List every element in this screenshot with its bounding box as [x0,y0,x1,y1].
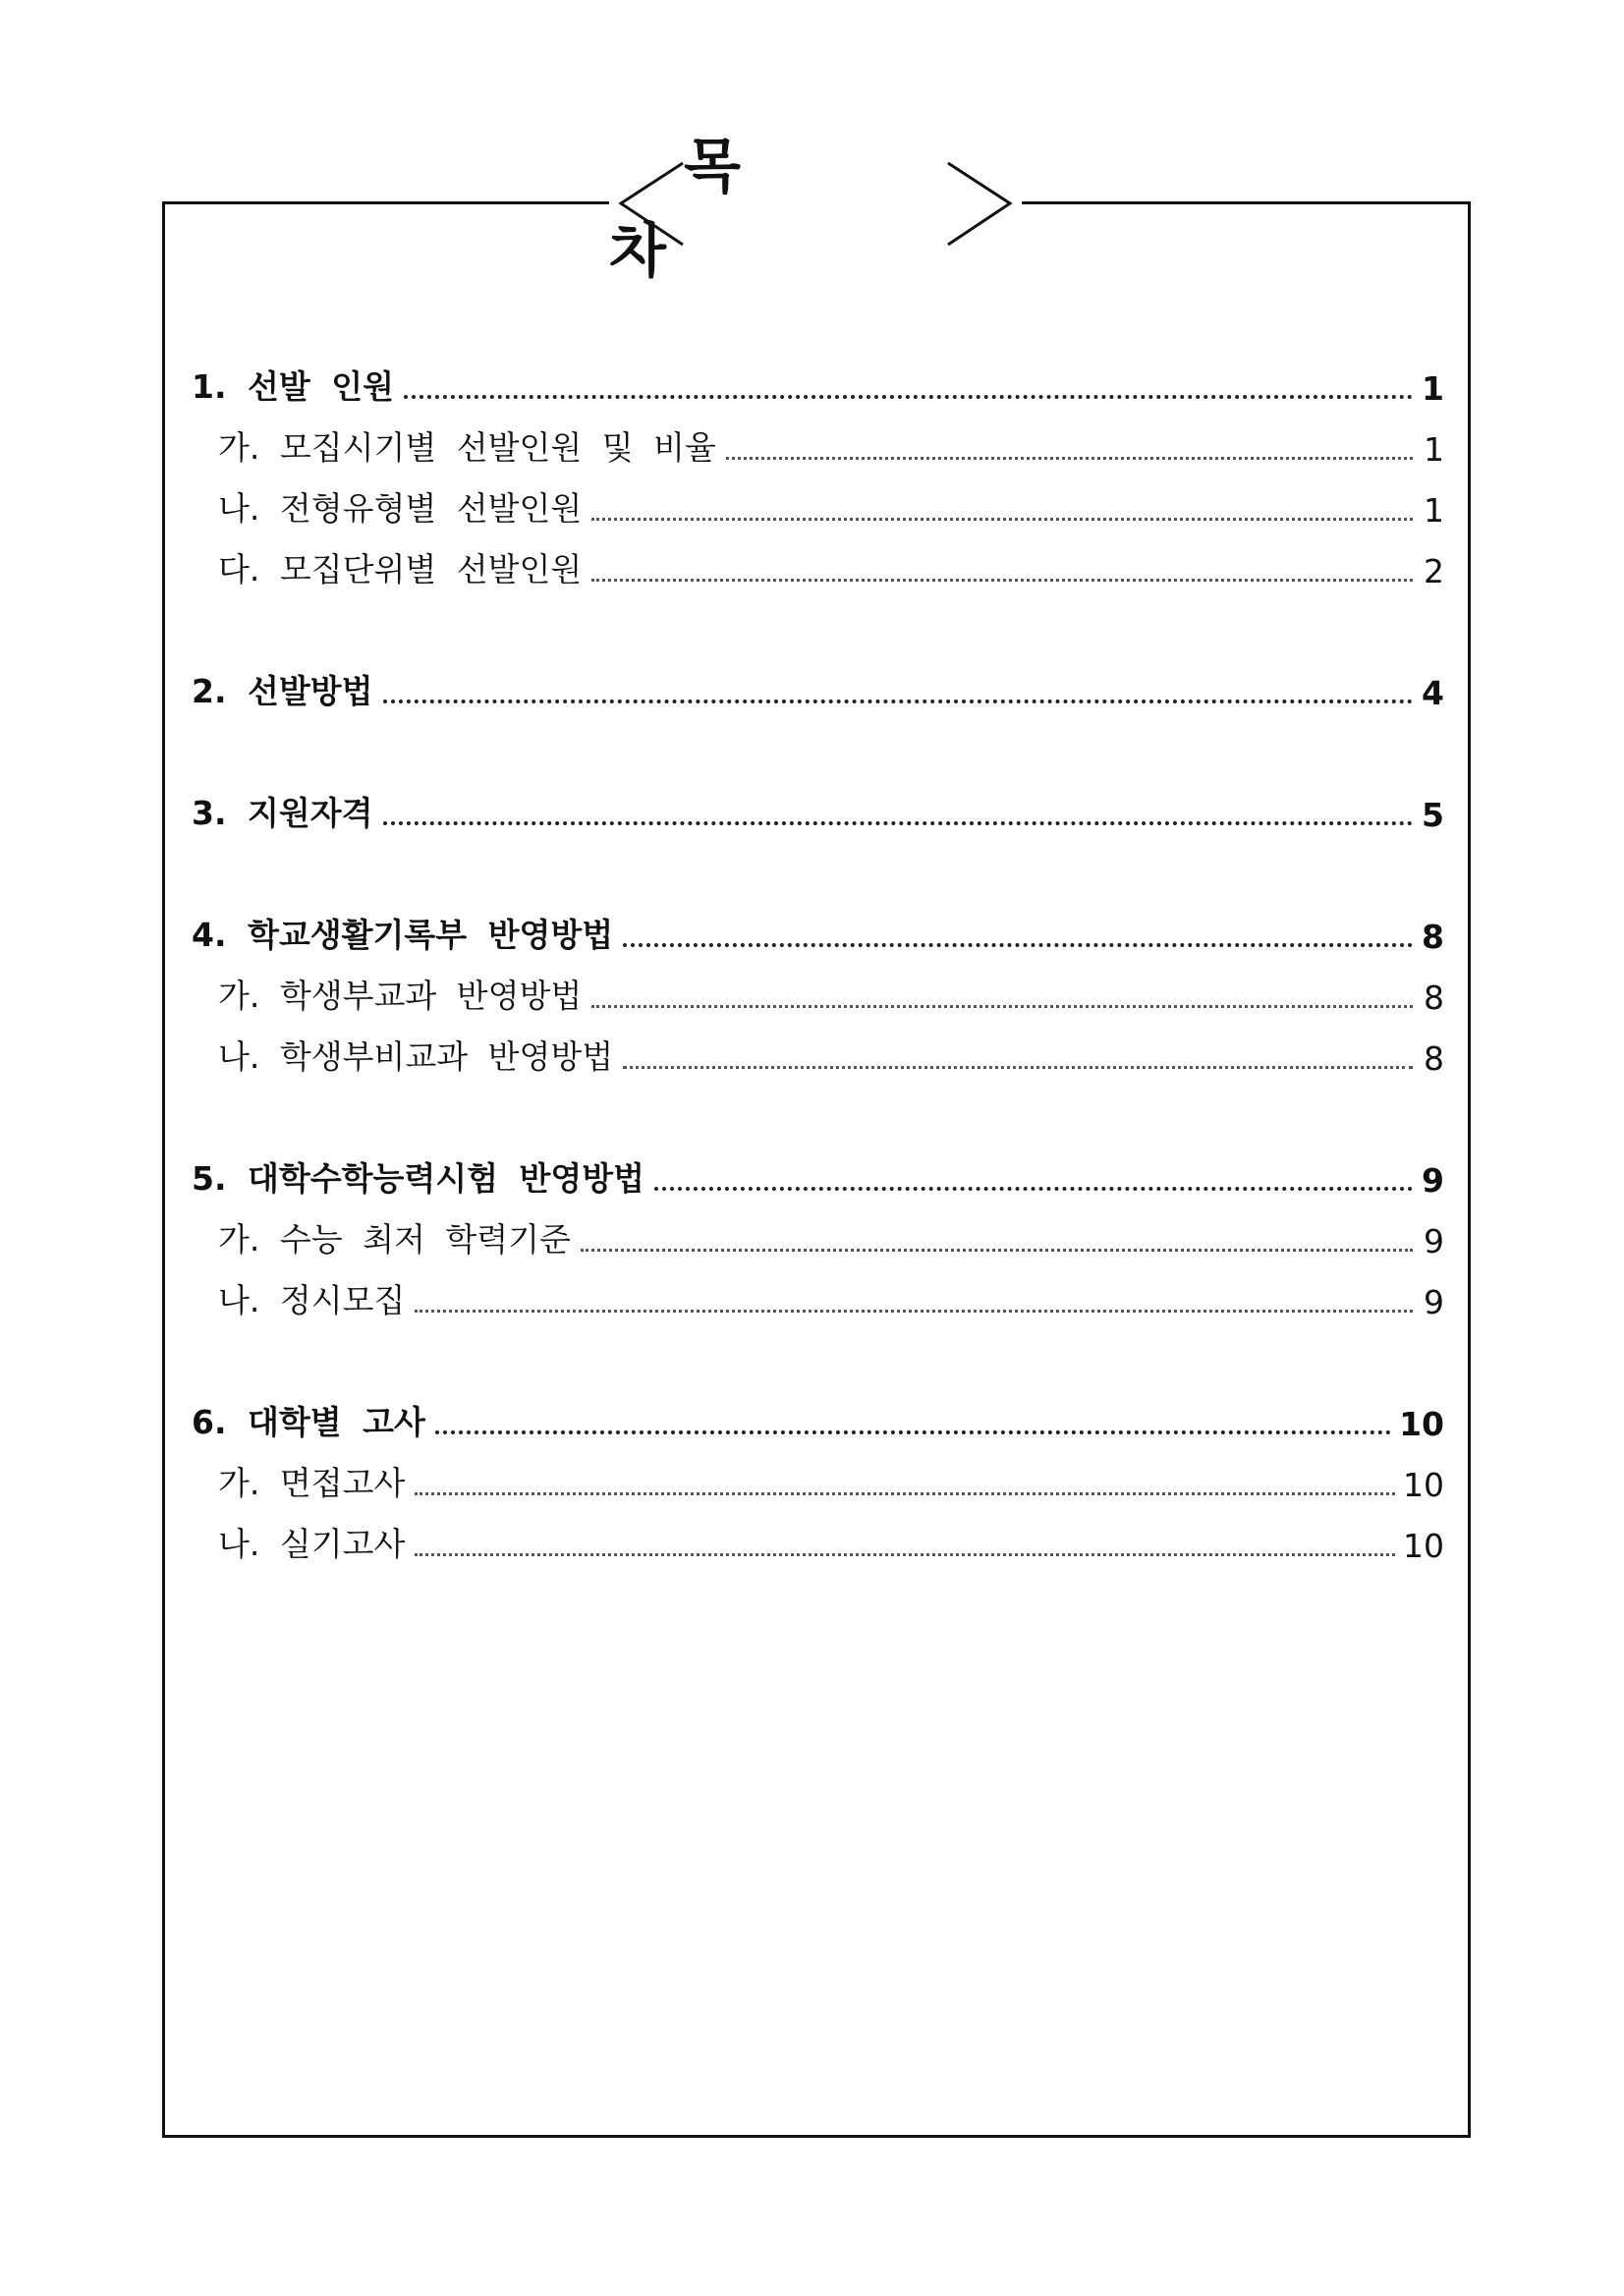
toc-dot-leader [415,1492,1395,1495]
toc-subsection-row[interactable] [192,469,1444,530]
toc-page-number: 8 [1424,979,1444,1017]
page-title: 목 [684,132,815,201]
toc-page-number: 9 [1424,1283,1444,1321]
toc-entry-label: 1. 선발 인원 [192,367,394,406]
toc-section-row[interactable] [192,773,1444,834]
toc-subsection-row[interactable] [192,1504,1444,1565]
toc-section-row[interactable] [192,651,1444,712]
toc-dot-leader [581,1249,1413,1252]
toc-page-number: 8 [1422,918,1444,956]
toc-title-banner [609,132,1022,251]
toc-entry-label: 나. 실기고사 [218,1525,406,1563]
toc-page-number: 10 [1403,1527,1444,1565]
toc-section-row[interactable] [192,1139,1444,1200]
toc-page-number: 1 [1424,430,1444,469]
toc-entry-label: 나. 전형유형별 선발인원 [218,489,583,528]
toc-entry-label: 4. 학교생활기록부 반영방법 [192,916,614,954]
toc-dot-leader [383,700,1414,703]
toc-dot-leader [654,1187,1413,1191]
toc-dot-leader [623,943,1413,947]
toc-dot-leader [591,518,1413,521]
toc-page-number: 1 [1422,369,1444,408]
toc-subsection-row[interactable] [192,1260,1444,1321]
toc-subsection-row[interactable] [192,530,1444,590]
toc-dot-leader [726,457,1413,460]
toc-entry-label: 나. 학생부비교과 반영방법 [218,1037,614,1076]
toc-dot-leader [591,1005,1413,1008]
toc-entry-label: 3. 지원자격 [192,794,373,832]
toc-entry-label: 가. 학생부교과 반영방법 [218,977,583,1015]
toc-entry-label: 6. 대학별 고사 [192,1403,425,1441]
toc-dot-leader [591,579,1413,582]
toc-page-number: 1 [1424,491,1444,530]
toc-dot-leader [404,395,1413,399]
table-of-contents [192,347,1444,1565]
toc-entry-label: 가. 면접고사 [218,1464,406,1502]
toc-section-row[interactable] [192,347,1444,408]
toc-dot-leader [435,1430,1391,1434]
toc-dot-leader [623,1066,1413,1069]
toc-dot-leader [415,1553,1395,1556]
toc-page-number: 4 [1422,674,1444,712]
toc-subsection-row[interactable] [192,956,1444,1017]
toc-dot-leader [383,821,1414,825]
toc-entry-label: 2. 선발방법 [192,672,373,710]
toc-page-number: 5 [1422,796,1444,834]
toc-section-row[interactable] [192,1382,1444,1443]
toc-page-number: 10 [1399,1405,1444,1443]
toc-subsection-row[interactable] [192,408,1444,469]
toc-entry-label: 5. 대학수학능력시험 반영방법 [192,1159,645,1198]
toc-entry-label: 가. 수능 최저 학력기준 [218,1220,571,1259]
toc-subsection-row[interactable] [192,1017,1444,1078]
toc-dot-leader [415,1310,1413,1313]
toc-page-number: 10 [1403,1466,1444,1504]
toc-entry-label: 나. 정시모집 [218,1281,406,1319]
toc-entry-label: 다. 모집단위별 선발인원 [218,550,583,588]
toc-page-number: 9 [1424,1222,1444,1260]
toc-entry-label: 가. 모집시기별 선발인원 및 비율 [218,428,716,467]
toc-subsection-row[interactable] [192,1200,1444,1260]
toc-section-row[interactable] [192,895,1444,956]
toc-page-number: 8 [1424,1039,1444,1078]
toc-page-number: 9 [1422,1161,1444,1200]
toc-subsection-row[interactable] [192,1443,1444,1504]
toc-page-number: 2 [1424,552,1444,590]
